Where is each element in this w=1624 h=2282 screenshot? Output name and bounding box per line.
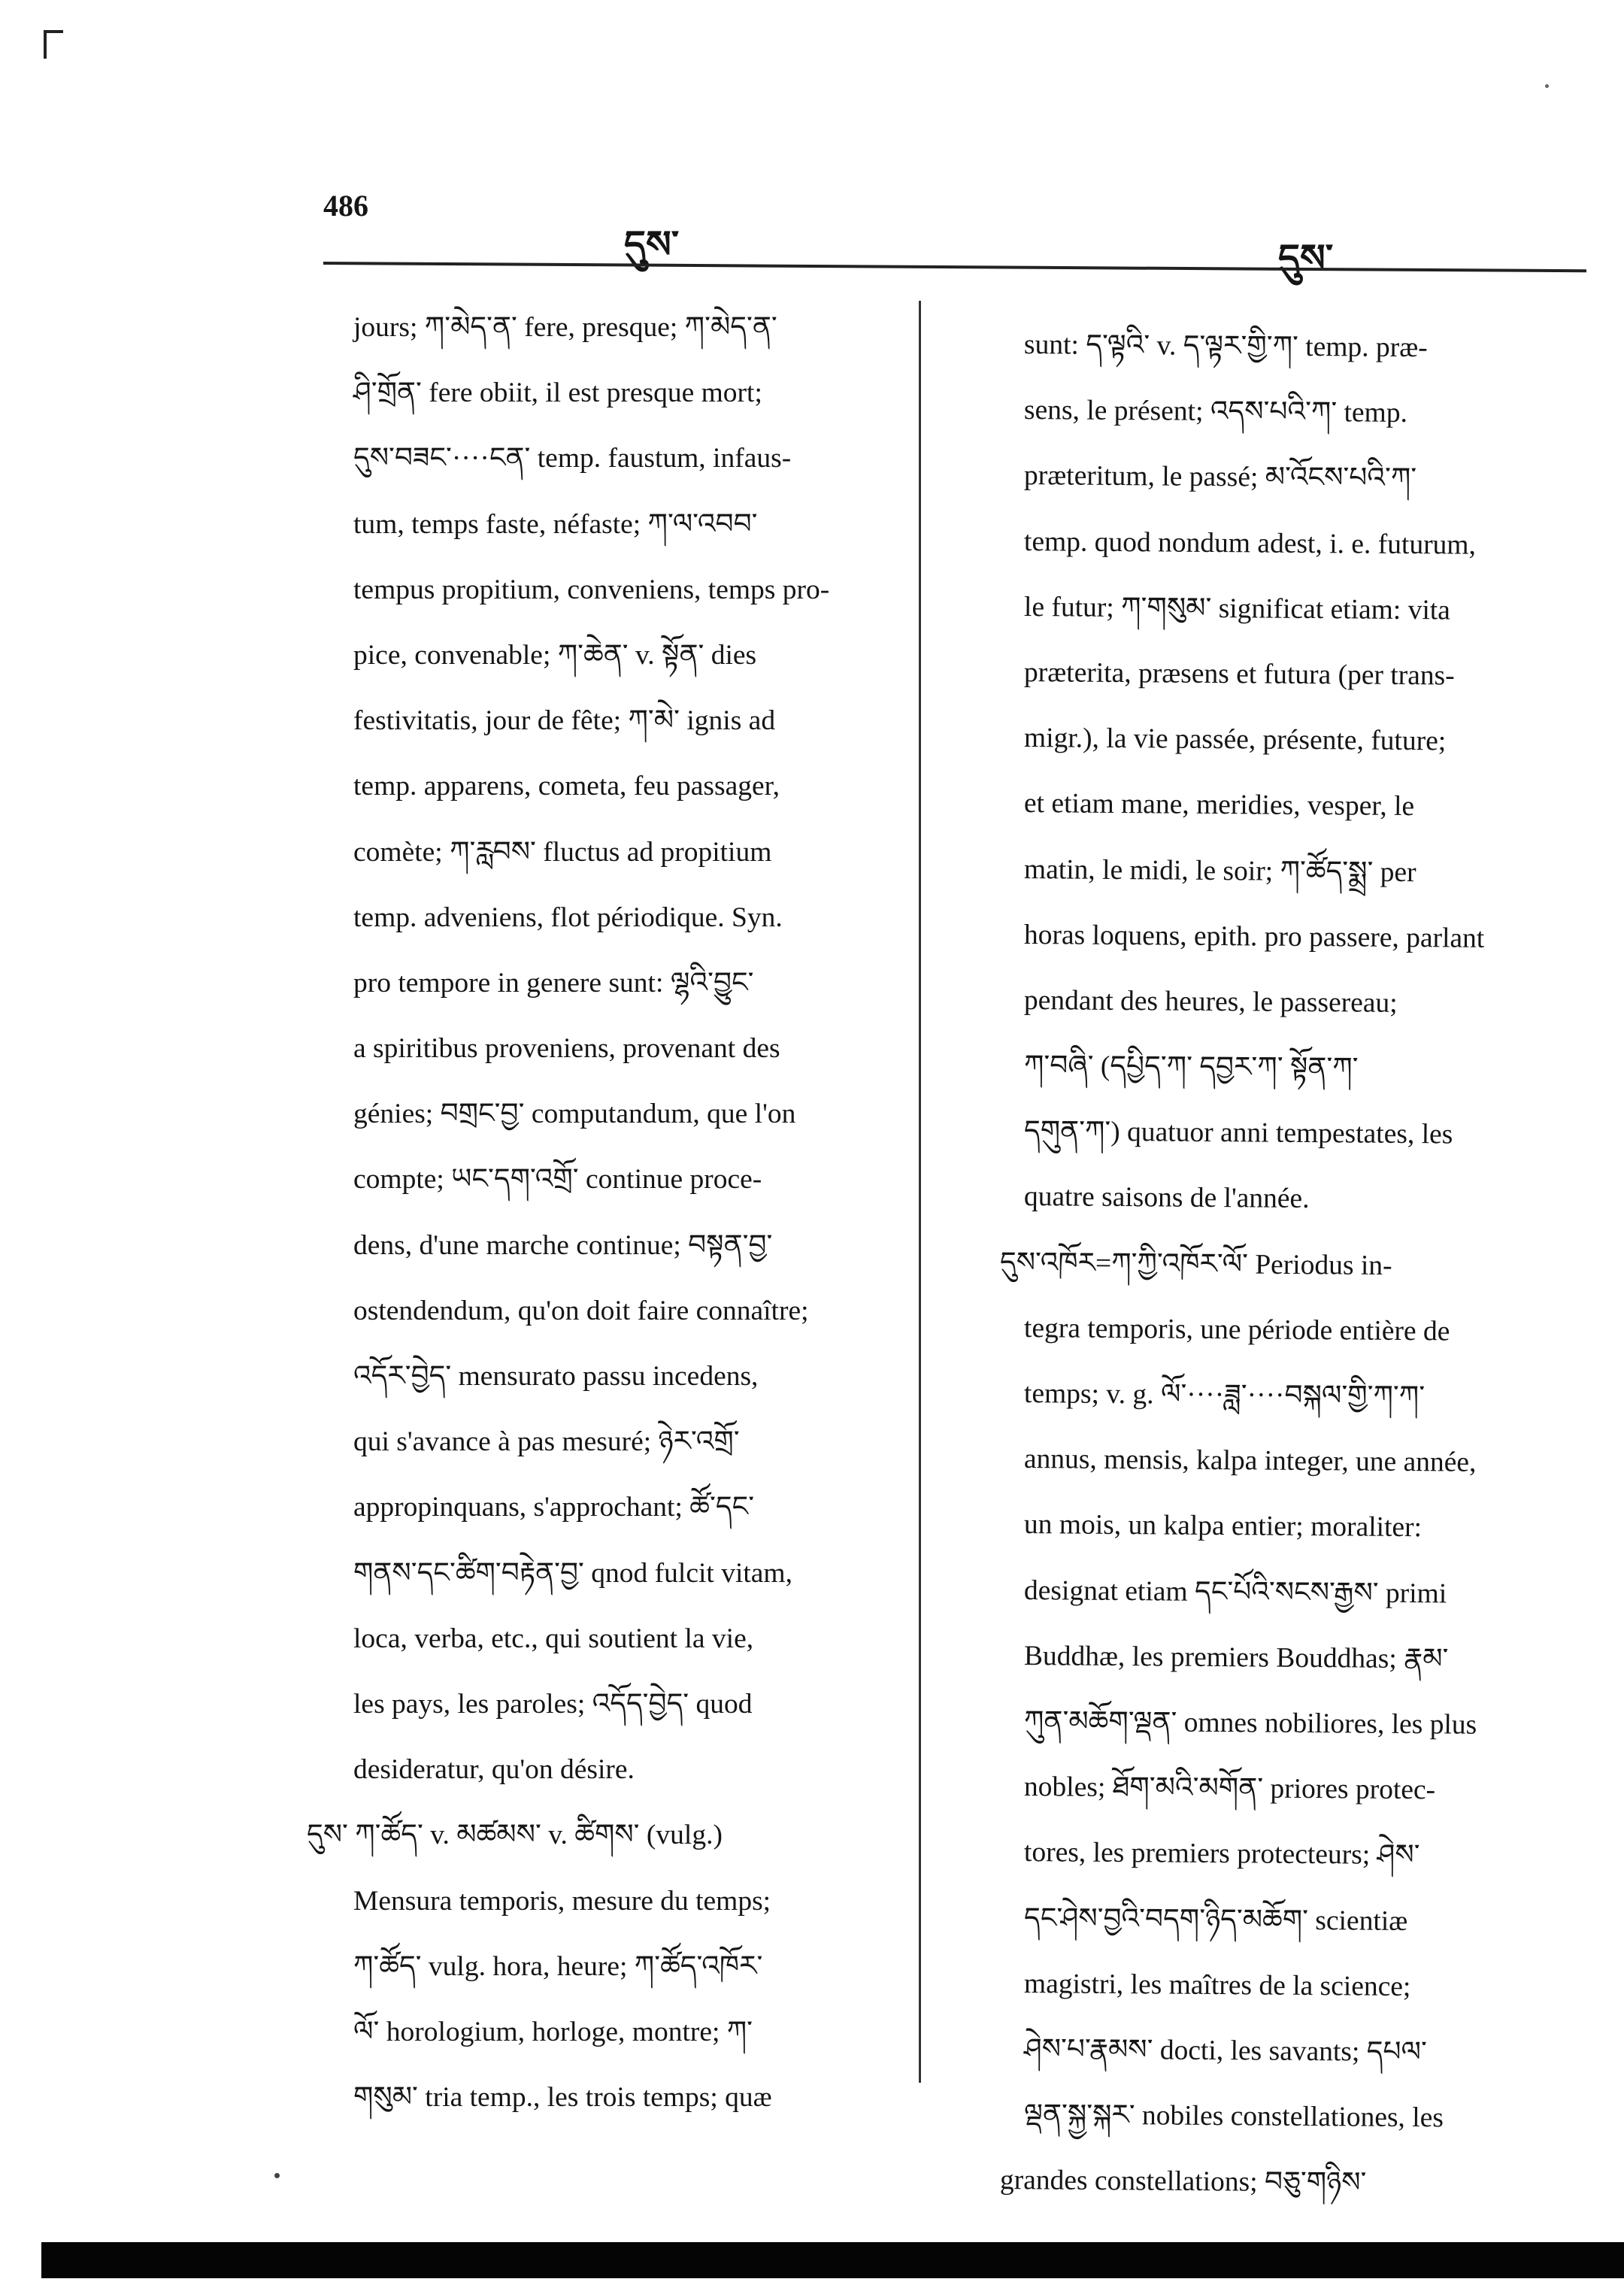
text-line: གནས་དང་ཚིག་བརྟེན་བྱ་ qnod fulcit vitam, xyxy=(353,1557,792,1589)
text-line: festivitatis, jour de fête; ཀ་མེ་ ignis ad xyxy=(353,705,776,737)
text-line: desideratur, qu'on désire. xyxy=(353,1754,635,1786)
text-line: horas loquens, epith. pro passere, parlant xyxy=(1023,919,1485,954)
text-line: sens, le présent; འདས་པའི་ཀ་ temp. xyxy=(1023,395,1408,429)
text-line: génies; བགྲང་བྱ་ computandum, que l'on xyxy=(353,1099,796,1130)
text-line: loca, verba, etc., qui soutient la vie, xyxy=(353,1623,754,1654)
text-line: grandes constellations; བཅུ་གཉིས་ xyxy=(999,2165,1367,2199)
scan-dot-mark xyxy=(274,2173,280,2178)
text-line: le futur; ཀ་གསུམ་ significat etiam: vita xyxy=(1023,591,1451,626)
column-rule xyxy=(919,301,921,2083)
text-line: temp. apparens, cometa, feu passager, xyxy=(353,771,780,802)
text-line: ཀ་བཞི་ (དཔྱིད་ཀ་ དབྱར་ཀ་ སྟོན་ཀ་ xyxy=(1023,1050,1359,1084)
text-line: jours; ཀ་མེད་ན་ fere, presque; ཀ་མེད་ན་ xyxy=(353,312,777,343)
text-line: comète; ཀ་རླབས་ fluctus ad propitium xyxy=(353,836,772,868)
text-line: ལོ་ horologium, horloge, montre; ཀ་ xyxy=(353,2016,753,2047)
text-line: un mois, un kalpa entier; moraliter: xyxy=(1023,1509,1423,1544)
text-line: nobles; ཐོག་མའི་མགོན་ priores protec- xyxy=(1023,1771,1436,1806)
text-line: pendant des heures, le passereau; xyxy=(1023,984,1398,1019)
text-line: Mensura temporis, mesure du temps; xyxy=(353,1885,771,1917)
text-line: temp. adveniens, flot périodique. Syn. xyxy=(353,902,783,933)
text-line: ཤི་གྲོན་ fere obiit, il est presque mort; xyxy=(353,377,762,409)
text-line: appropinquans, s'approchant; ཚོ་དང་ xyxy=(353,1492,755,1523)
text-line: ལྡན་སྐྱ་སྐར་ nobiles constellationes, les xyxy=(1023,2099,1444,2134)
entry-headword-line: དུས་ ཀ་ཚོད་ v. མཚམས་ v. ཚིགས་ (vulg.) xyxy=(307,1820,723,1851)
text-line: designat etiam དང་པོའི་སངས་རྒྱས་ primi xyxy=(1023,1574,1447,1609)
text-line: annus, mensis, kalpa integer, une année, xyxy=(1023,1444,1477,1478)
running-head-right: དུས་ xyxy=(1278,236,1334,280)
page-number: 486 xyxy=(323,189,368,223)
text-line: dens, d'une marche continue; བསྟན་བྱ་ xyxy=(353,1229,773,1261)
right-column xyxy=(1000,312,1571,2213)
text-line: temp. quod nondum adest, i. e. futurum, xyxy=(1023,526,1477,561)
text-line: quatre saisons de l'année. xyxy=(1023,1181,1310,1215)
text-line: magistri, les maîtres de la science; xyxy=(1023,1968,1411,2002)
header-rule xyxy=(323,262,1586,272)
scan-speck xyxy=(1545,84,1549,88)
text-line: tores, les premiers protecteurs; ཤེས་ xyxy=(1023,1837,1420,1871)
text-line: tum, temps faste, néfaste; ཀ་ལ་འབབ་ xyxy=(353,508,758,540)
text-line: ཤེས་པ་རྣམས་ docti, les savants; དཔལ་ xyxy=(1023,2033,1428,2068)
text-line: sunt: ད་ལྟའི་ v. ད་ལྟར་གྱི་ཀ་ temp. præ- xyxy=(1023,329,1428,364)
text-line: ཀ་ཚོད་ vulg. hora, heure; ཀ་ཚོད་འཁོར་ xyxy=(353,1950,763,1982)
text-line: དུས་བཟང་····ངན་ temp. faustum, infaus- xyxy=(353,443,792,474)
text-line: tempus propitium, conveniens, temps pro- xyxy=(353,574,830,605)
entry-headword-line: དུས་འཁོར=ཀ་ཀྱི་འཁོར་ལོ་ Periodus in- xyxy=(999,1247,1392,1281)
text-line: et etiam mane, meridies, vesper, le xyxy=(1023,788,1415,823)
text-line: præteritum, le passé; མ་འོངས་པའི་ཀ་ xyxy=(1023,460,1417,495)
text-line: compte; ཡང་དག་འགྲོ་ continue proce- xyxy=(353,1164,762,1196)
text-line: præterita, præsens et futura (per trans- xyxy=(1023,656,1455,692)
text-line: tegra temporis, une période entière de xyxy=(1023,1312,1450,1347)
text-line: qui s'avance à pas mesuré; ཉེར་འགྲོ་ xyxy=(353,1426,740,1458)
text-line: temps; v. g. ལོ་····ཟླ་····བསྐལ་གྱི་ཀ་ཀ་ xyxy=(1023,1378,1426,1413)
text-line: les pays, les paroles; འདོད་བྱེད་ quod xyxy=(353,1688,753,1720)
text-line: གསུམ་ tria temp., les trois temps; quæ xyxy=(353,2082,772,2114)
scan-bottom-bar xyxy=(41,2242,1624,2278)
text-line: ཀུན་མཆོག་ལྡན་ omnes nobiliores, les plus xyxy=(1023,1705,1477,1741)
text-line: Buddhæ, les premiers Bouddhas; རྣམ་ xyxy=(1023,1640,1449,1675)
text-line: དགུན་ཀ་) quatuor anni tempestates, les xyxy=(1023,1116,1453,1150)
text-line: matin, le midi, le soir; ཀ་ཚོད་སྨྲ་ per xyxy=(1023,853,1416,888)
text-line: migr.), la vie passée, présente, future; xyxy=(1023,723,1447,757)
text-line: a spiritibus proveniens, provenant des xyxy=(353,1033,780,1065)
text-line: pro tempore in genere sunt: ལྷའི་བྱུང་ xyxy=(353,967,754,999)
text-line: ostendendum, qu'on doit faire connaître; xyxy=(353,1295,809,1326)
scan-corner-mark xyxy=(44,30,63,59)
text-line: འདོར་བྱེད་ mensurato passu incedens, xyxy=(353,1361,759,1392)
text-line: དང་ཤེས་བྱའི་བདག་ཉིད་མཆོག་ scientiæ xyxy=(1023,1902,1408,1937)
text-line: pice, convenable; ཀ་ཆེན་ v. སྟོན་ dies xyxy=(353,639,757,671)
running-head-left: དུས་ xyxy=(624,223,680,266)
left-column xyxy=(307,295,925,2130)
